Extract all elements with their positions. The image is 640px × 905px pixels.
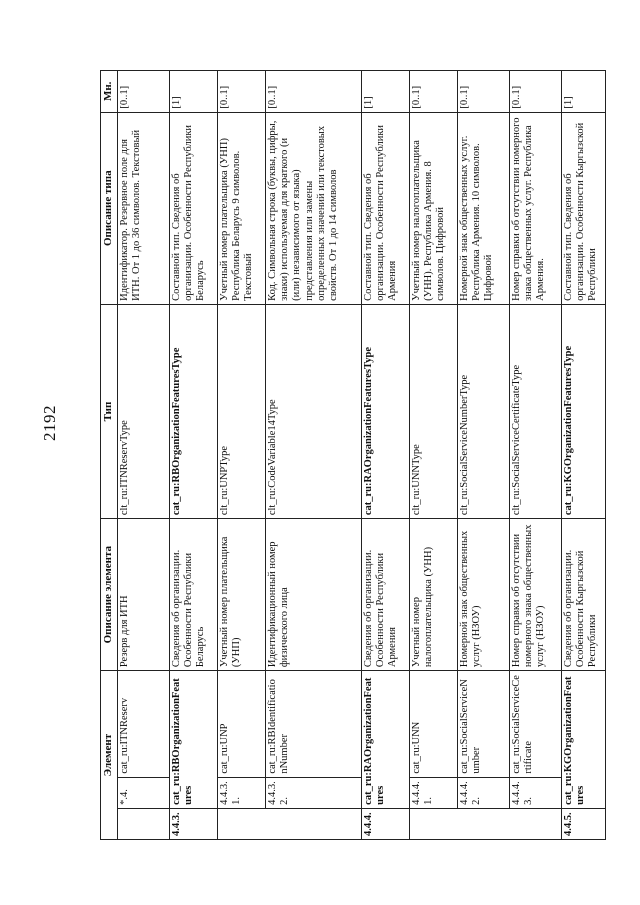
- row-type-desc: Номер справки об отсутствии номерного знака общественных услуг. Республика Армения.: [510, 112, 562, 304]
- row-number: 4.4.3.: [170, 808, 218, 839]
- row-element-name: cat_ru:UNP: [218, 671, 266, 778]
- row-type-desc: Составной тип. Сведения об организации. Особенности Республики Армения: [362, 112, 410, 304]
- row-element-name: cat_ru:RBIdentificationNumber: [266, 671, 362, 778]
- row-mn: [1]: [362, 71, 410, 113]
- indent-cell: [510, 808, 562, 839]
- row-type-desc: Идентификатор. Резервное поле для ИТН. От 1 до 36 символов. Текстовый: [118, 112, 170, 304]
- row-element-name: cat_ru:SocialServiceCertificate: [510, 671, 562, 778]
- row-type: cat_ru:RAOrganizationFeaturesType: [362, 304, 410, 518]
- row-element-desc: Номер справки об отсутствии номерного знака общественных услуг (НЗОУ): [510, 519, 562, 671]
- row-number: 4.4.3.2.: [266, 777, 362, 808]
- table-row: [562, 71, 606, 840]
- row-type: clt_ru:CodeVariable14Type: [266, 304, 362, 518]
- indent-cell: [410, 808, 458, 839]
- table-row: [510, 71, 562, 840]
- row-element-name: cat_ru:RAOrganizationFeatures: [362, 671, 410, 809]
- row-mn: [0..1]: [510, 71, 562, 113]
- row-element-name: cat_ru:ITNReserv: [118, 671, 170, 778]
- header-type: Тип: [101, 304, 118, 518]
- row-type: cat_ru:KGOrganizationFeaturesType: [562, 304, 606, 518]
- row-type-desc: Составной тип. Сведения об организации. Особенности Республики Беларусь: [170, 112, 218, 304]
- table-row: [218, 71, 266, 840]
- row-type: clt_ru:SocialServiceCertificateType: [510, 304, 562, 518]
- row-type: clt_ru:UNPType: [218, 304, 266, 518]
- row-element-name: cat_ru:KGOrganizationFeatures: [562, 671, 606, 809]
- row-element-desc: Номерной знак общественных услуг (НЗОУ): [458, 519, 510, 671]
- row-number: *.4.: [118, 777, 170, 808]
- row-element-desc: Сведения об организации. Особенности Кыргызской Республики: [562, 519, 606, 671]
- row-element-desc: Учетный номер налогоплательщика (УНН): [410, 519, 458, 671]
- row-mn: [0..1]: [118, 71, 170, 113]
- row-number: 4.4.4.1.: [410, 777, 458, 808]
- row-type: clt_ru:SocialServiceNumberType: [458, 304, 510, 518]
- row-number: 4.4.4.: [362, 808, 410, 839]
- header-element: Элемент: [101, 671, 118, 840]
- header-type-desc: Описание типа: [101, 112, 118, 304]
- table-row: [458, 71, 510, 840]
- row-element-desc: Сведения об организации. Особенности Республики Армения: [362, 519, 410, 671]
- row-mn: [0..1]: [458, 71, 510, 113]
- indent-cell: [458, 808, 510, 839]
- row-type-desc: Код. Символьная строка (буквы, цифры, знаки) используемая для краткого (и (или) независимого от языка) представления или замены определенных значений или текстовых свойств. От 1 до 14 символов: [266, 112, 362, 304]
- row-type: cat_ru:RBOrganizationFeaturesType: [170, 304, 218, 518]
- row-mn: [0..1]: [266, 71, 362, 113]
- row-element-name: cat_ru:UNN: [410, 671, 458, 778]
- row-type-desc: Номерной знак общественных услуг. Республика Армения. 10 символов. Цифровой: [458, 112, 510, 304]
- indent-cell: [266, 808, 362, 839]
- rotated-table-container: [100, 70, 635, 840]
- table-row: [362, 71, 410, 840]
- row-mn: [0..1]: [218, 71, 266, 113]
- row-type-desc: Составной тип. Сведения об организации. Особенности Кыргызской Республики: [562, 112, 606, 304]
- row-number: 4.4.3.1.: [218, 777, 266, 808]
- table-row: [170, 71, 218, 840]
- row-number: 4.4.4.3.: [510, 777, 562, 808]
- table-row: [118, 71, 170, 840]
- row-element-desc: Резерв для ИТН: [118, 519, 170, 671]
- row-element-desc: Сведения об организации. Особенности Республики Беларусь: [170, 519, 218, 671]
- row-number: 4.4.5.: [562, 808, 606, 839]
- row-mn: [1]: [170, 71, 218, 113]
- row-element-name: cat_ru:RBOrganizationFeatures: [170, 671, 218, 809]
- row-type: clt_ru:ITNReservType: [118, 304, 170, 518]
- header-row: [101, 71, 118, 840]
- indent-cell: [218, 808, 266, 839]
- row-mn: [0..1]: [410, 71, 458, 113]
- row-type: clt_ru:UNNType: [410, 304, 458, 518]
- page-number: 2192: [40, 405, 59, 441]
- row-element-desc: Учетный номер плательщика (УНП): [218, 519, 266, 671]
- row-mn: [1]: [562, 71, 606, 113]
- header-mn: Мн.: [101, 71, 118, 113]
- row-element-desc: Идентификационный номер физического лица: [266, 519, 362, 671]
- element-table: [100, 70, 606, 840]
- row-element-name: cat_ru:SocialServiceNumber: [458, 671, 510, 778]
- header-element-desc: Описание элемента: [101, 519, 118, 671]
- table-row: [410, 71, 458, 840]
- row-number: 4.4.4.2.: [458, 777, 510, 808]
- indent-cell: [118, 808, 170, 839]
- row-type-desc: Учетный номер налогоплательщика (УНН). Республика Армения. 8 символов. Цифровой: [410, 112, 458, 304]
- table-row: [266, 71, 362, 840]
- row-type-desc: Учетный номер плательщика (УНП) Республика Беларусь 9 символов. Текстовый: [218, 112, 266, 304]
